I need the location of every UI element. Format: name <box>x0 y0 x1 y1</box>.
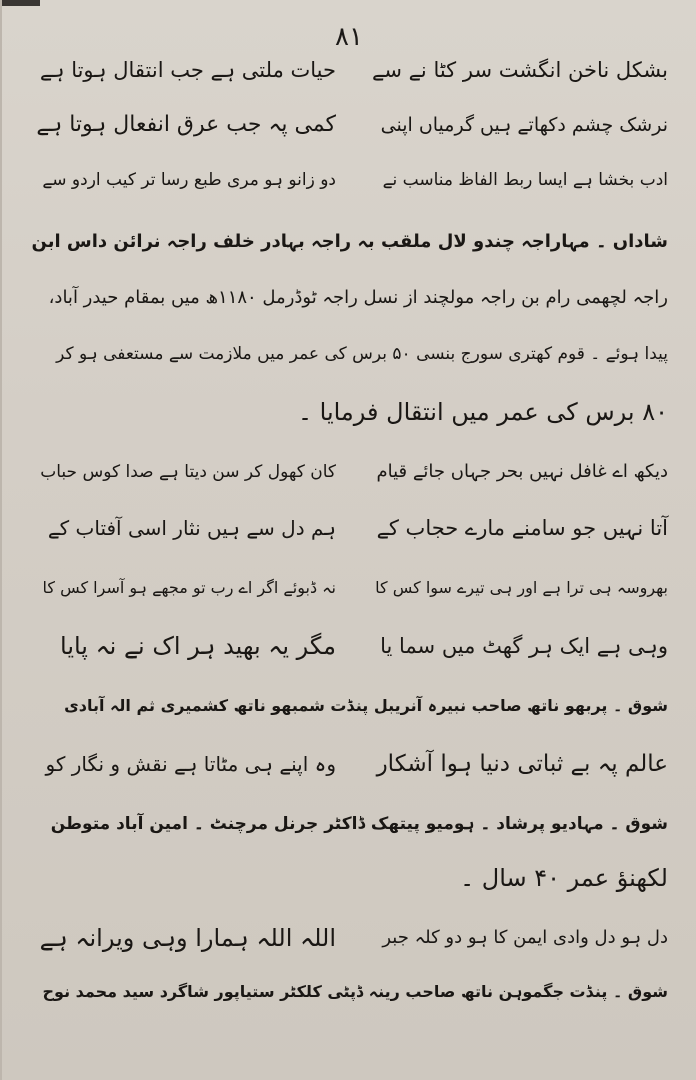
prose-line: لکھنؤ عمر ۴۰ سال ۔ <box>460 864 668 892</box>
verse-line: ہم دل سے ہیں نثار اسی آفتاب کے <box>47 516 336 540</box>
verse-line: کان کھول کر سن دیتا ہے صدا کوس حباب <box>40 462 336 482</box>
prose-line: شوق ۔ پنڈت جگموہن ناتھ صاحب رینہ ڈپٹی کلکٹر ستیاپور شاگرد سید محمد نوح <box>42 982 668 1001</box>
prose-line: ۸۰ برس کی عمر میں انتقال فرمایا ۔ <box>297 398 668 426</box>
prose-line: راجہ لچھمی رام بن راجہ مولچند از نسل راجہ ٹوڈرمل ۱۱۸۰ھ میں بمقام حیدر آباد، <box>48 287 668 308</box>
verse-line: بشکل ناخن انگشت سر کٹا نے سے <box>372 58 668 82</box>
verse-line: دو زانو ہو مری طبع رسا تر کیب اردو سے <box>42 170 336 190</box>
prose-line: پیدا ہوئے ۔ قوم کھتری سورج بنسی ۵۰ برس کی عمر میں ملازمت سے مستعفی ہو کر <box>56 344 668 364</box>
page-number: ۸۱ <box>335 22 363 52</box>
page-text <box>2 0 696 1080</box>
verse-line: کمی پہ جب عرق انفعال ہوتا ہے <box>36 112 336 137</box>
verse-line: عالم پہ بے ثباتی دنیا ہوا آشکار <box>376 751 668 777</box>
verse-line: بھروسہ ہی ترا ہے اور ہی تیرے سوا کس کا <box>375 578 668 597</box>
verse-line: نہ ڈبوئے اگر اے رب تو مجھے ہو آسرا کس کا <box>42 578 336 597</box>
verse-line: دیکھ اے غافل نہیں بحر جہاں جائے قیام <box>376 461 668 482</box>
verse-line: مگر یہ بھید ہر اک نے نہ پایا <box>60 632 336 660</box>
verse-line: آتا نہیں جو سامنے مارے حجاب کے <box>376 516 668 540</box>
verse-line: اللہ اللہ ہمارا وہی ویرانہ ہے <box>39 924 336 952</box>
verse-line: وہی ہے ایک ہر گھٹ میں سما یا <box>380 634 668 658</box>
prose-line: شوق ۔ پربھو ناتھ صاحب نبیرہ آنریبل پنڈت شمبھو ناتھ کشمیری ثم الہ آبادی <box>64 696 668 715</box>
verse-line: دل ہو دل وادی ایمن کا ہو دو کلہ جبر <box>382 927 668 948</box>
verse-line: وہ اپنے ہی مٹاتا ہے نقش و نگار کو <box>45 752 336 776</box>
prose-line: شوق ۔ مہادیو پرشاد ۔ ہومیو پیتھک ڈاکٹر جرنل مرچنٹ ۔ امین آباد متوطن <box>50 814 668 834</box>
prose-line: شاداں ۔ مہاراجہ چندو لال ملقب بہ راجہ بہادر خلف راجہ نرائن داس ابن <box>31 231 668 252</box>
verse-line: حیات ملتی ہے جب انتقال ہوتا ہے <box>39 58 336 82</box>
verse-line: ادب بخشا ہے ایسا ربط الفاظ مناسب نے <box>382 170 668 190</box>
verse-line: نرشک چشم دکھاتے ہیں گرمیاں اپنی <box>380 114 668 136</box>
